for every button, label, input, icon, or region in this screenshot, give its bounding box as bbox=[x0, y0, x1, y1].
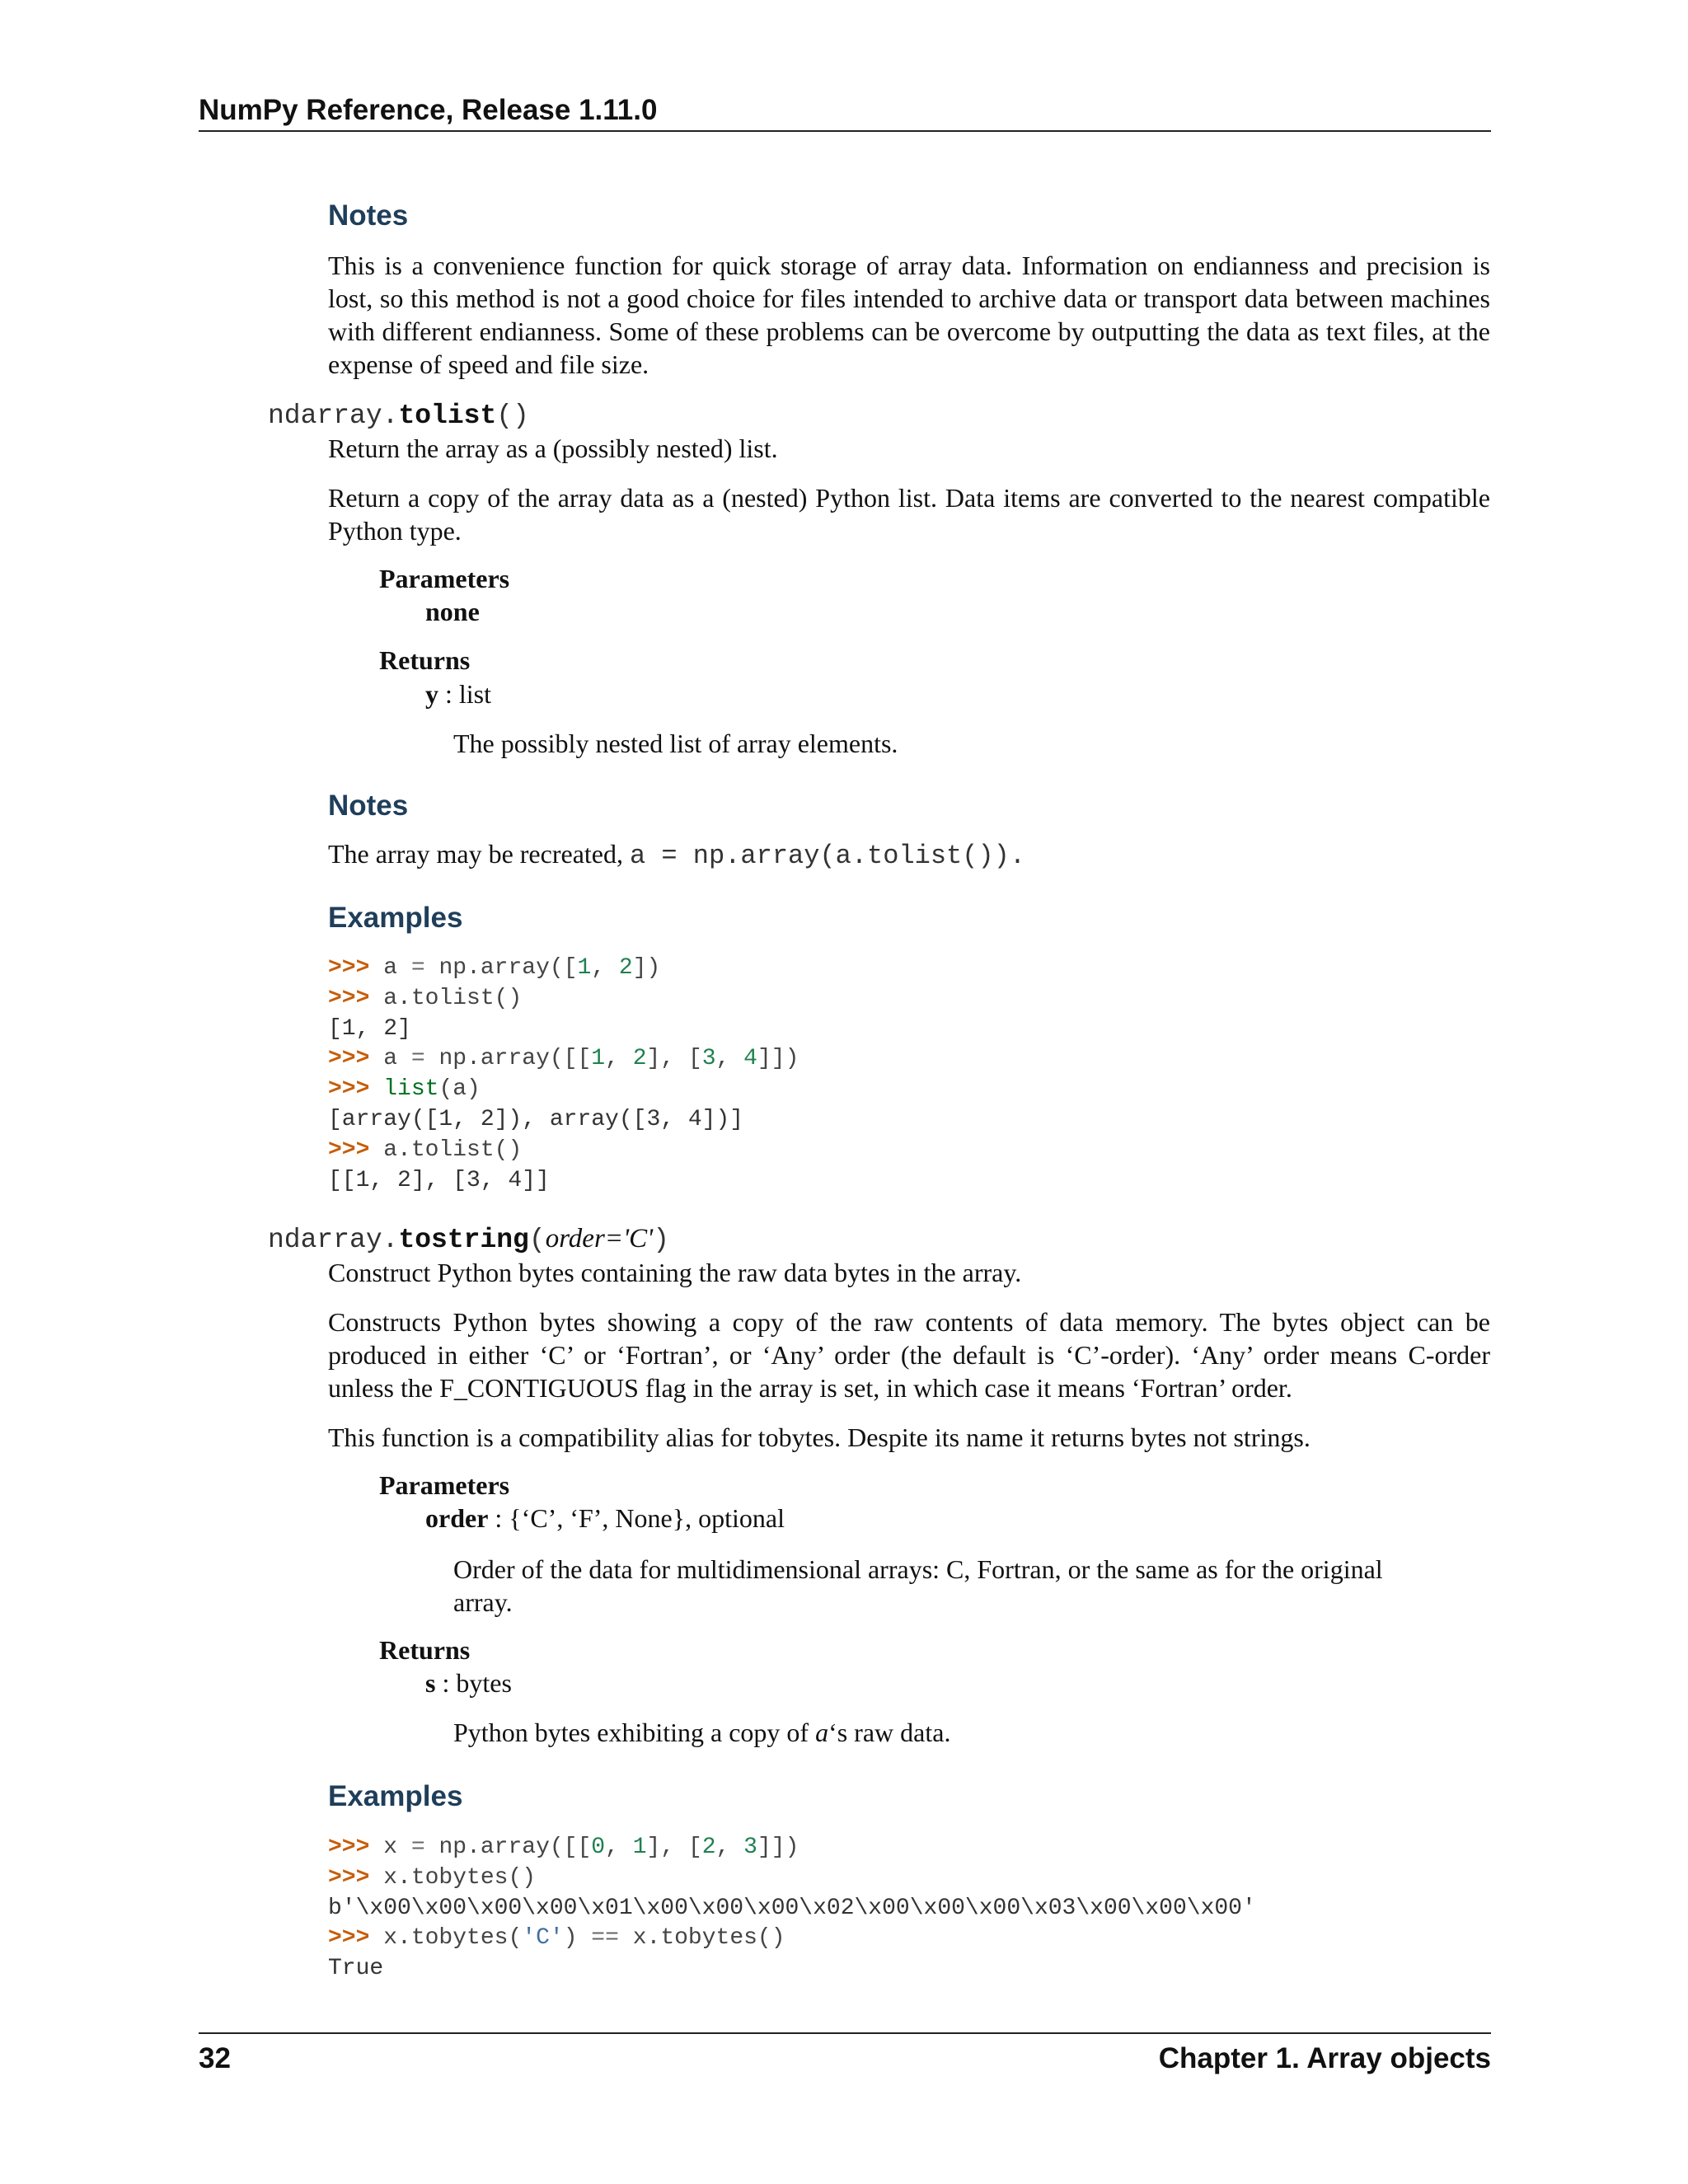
code-line: >>> x.tobytes('C') == x.tobytes() bbox=[328, 1925, 785, 1952]
tostring-signature bbox=[268, 1224, 669, 1255]
code-line: [1, 2] bbox=[328, 1015, 411, 1042]
code-line: >>> x.tobytes() bbox=[328, 1864, 537, 1891]
tostring-return-name: s bbox=[425, 1668, 436, 1698]
tolist-parameters-value: none bbox=[425, 597, 480, 626]
tostring-return-desc-suffix: ‘s raw data. bbox=[828, 1718, 951, 1747]
notes-heading: Notes bbox=[328, 199, 409, 232]
code-line: b'\x00\x00\x00\x00\x01\x00\x00\x00\x02\x00\x00\x00\x03\x00\x00\x00' bbox=[328, 1895, 1256, 1921]
tostring-returns-label: Returns bbox=[379, 1635, 471, 1665]
tostring-description: Constructs Python bytes showing a copy of the raw contents of data memory. The bytes object can be produced in either ‘C’ or ‘Fortran’, or ‘Any’ order (the default is ‘C’-order). ‘Any’ order means C-order unless the F_CONTIGUOUS flag in the array is set, in which case it means ‘Fortran’ order. bbox=[328, 1307, 1490, 1403]
tostring-parameters-label: Parameters bbox=[379, 1470, 510, 1500]
tostring-arg: order='C' bbox=[545, 1224, 654, 1254]
header-title: NumPy Reference, Release 1.11.0 bbox=[199, 94, 658, 126]
tostring-return-desc-var: a bbox=[815, 1718, 829, 1747]
tostring-return-description bbox=[453, 1718, 950, 1748]
code-line: >>> a.tolist() bbox=[328, 1137, 523, 1163]
tolist-returns-label: Returns bbox=[379, 645, 471, 675]
code-line: [array([1, 2]), array([3, 4])] bbox=[328, 1106, 744, 1132]
tostring-code-block bbox=[328, 1833, 1256, 1985]
running-footer bbox=[199, 2041, 1491, 2077]
tostring-param-entry bbox=[425, 1503, 785, 1534]
tostring-prefix: ndarray. bbox=[268, 1225, 399, 1255]
tolist-notes-paragraph bbox=[328, 839, 1025, 871]
tolist-name: tolist bbox=[398, 401, 497, 431]
tolist-notes-code: a = np.array(a.tolist()). bbox=[629, 841, 1026, 871]
code-line: True bbox=[328, 1956, 384, 1982]
running-header bbox=[199, 92, 1491, 132]
tolist-return-type: : list bbox=[438, 679, 492, 709]
code-line: >>> a.tolist() bbox=[328, 985, 523, 1011]
tolist-code-block bbox=[328, 954, 799, 1196]
code-line: >>> a = np.array([[1, 2], [3, 4]]) bbox=[328, 1046, 799, 1072]
chapter-title: Chapter 1. Array objects bbox=[1158, 2042, 1491, 2074]
tolist-prefix: ndarray. bbox=[268, 401, 399, 431]
tostring-param-description: Order of the data for multidimensional arrays: C, Fortran, or the same as for the original array. bbox=[453, 1554, 1383, 1617]
code-line: >>> a = np.array([1, 2]) bbox=[328, 955, 661, 981]
tolist-parameters-label: Parameters bbox=[379, 564, 510, 593]
tostring-param-name: order bbox=[425, 1503, 489, 1533]
tolist-notes-text: The array may be recreated, bbox=[328, 839, 630, 869]
tostring-close-paren: ) bbox=[653, 1225, 670, 1255]
tostring-alias-note: This function is a compatibility alias for tobytes. Despite its name it returns bytes not strings. bbox=[328, 1422, 1311, 1452]
code-line: >>> x = np.array([[0, 1], [2, 3]]) bbox=[328, 1835, 799, 1860]
page-number: 32 bbox=[199, 2042, 231, 2074]
tolist-notes-heading: Notes bbox=[328, 790, 409, 822]
tostring-summary: Construct Python bytes containing the raw data bytes in the array. bbox=[328, 1258, 1022, 1287]
tolist-return-description: The possibly nested list of array elements. bbox=[453, 729, 898, 758]
tostring-open-paren: ( bbox=[528, 1225, 546, 1255]
tostring-return-type: : bytes bbox=[435, 1668, 512, 1698]
tolist-examples-heading: Examples bbox=[328, 902, 463, 934]
tolist-summary: Return the array as a (possibly nested) list. bbox=[328, 434, 778, 463]
tostring-return-entry bbox=[425, 1668, 512, 1699]
code-line: [[1, 2], [3, 4]] bbox=[328, 1167, 550, 1193]
tostring-return-desc-prefix: Python bytes exhibiting a copy of bbox=[453, 1718, 816, 1747]
tostring-name: tostring bbox=[398, 1225, 529, 1255]
footer-rule bbox=[199, 2032, 1491, 2034]
tostring-examples-heading: Examples bbox=[328, 1780, 463, 1812]
tolist-parens: () bbox=[496, 401, 529, 431]
code-line: >>> list(a) bbox=[328, 1076, 481, 1103]
tolist-description: Return a copy of the array data as a (nested) Python list. Data items are converted to the nearest compatible Python type. bbox=[328, 483, 1490, 546]
tolist-signature bbox=[268, 401, 529, 431]
notes-paragraph: This is a convenience function for quick storage of array data. Information on endianness and precision is lost, so this method is not a good choice for files intended to archive data or transport data between machines with different endianness. Some of these problems can be overcome by outputting the data as text files, at the expense of speed and file size. bbox=[328, 251, 1490, 379]
tolist-return-name: y bbox=[425, 679, 438, 709]
tolist-return-entry bbox=[425, 679, 491, 710]
tostring-param-type: : {‘C’, ‘F’, None}, optional bbox=[488, 1503, 785, 1533]
